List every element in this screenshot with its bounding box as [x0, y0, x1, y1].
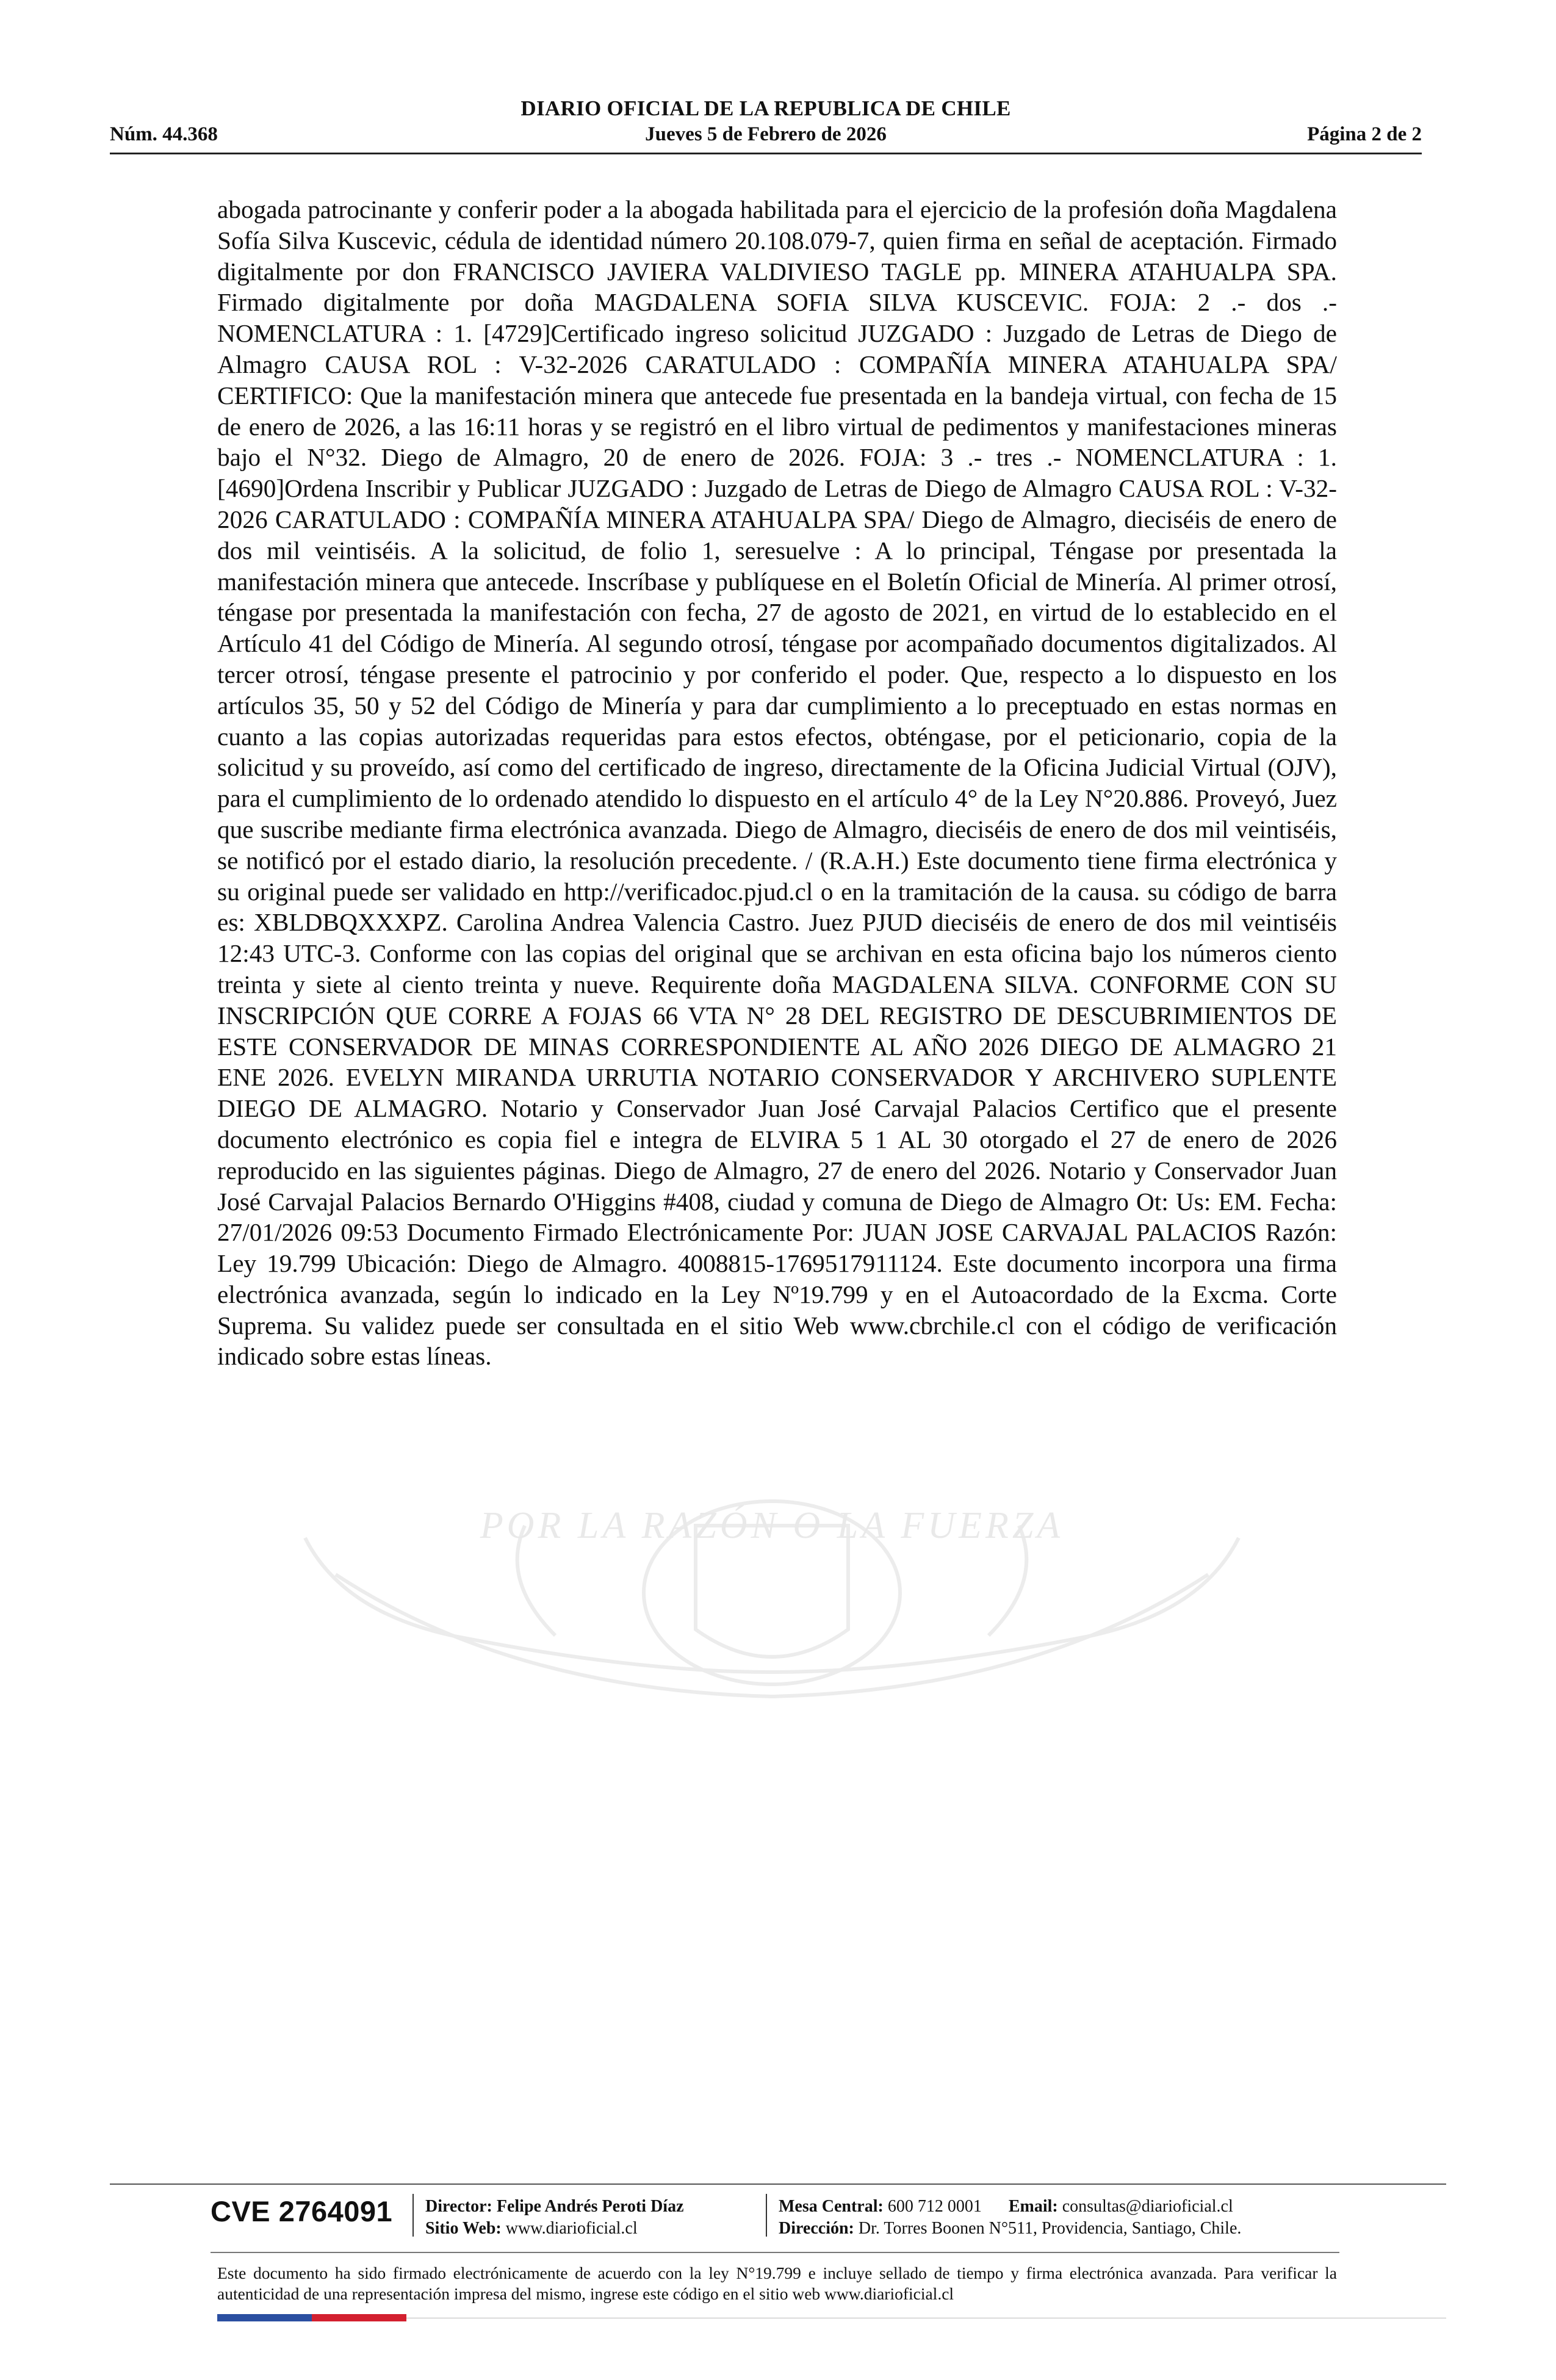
document-body-text: abogada patrocinante y conferir poder a la abogada habilitada para el ejercicio de la profesión doña Magdalena Sofía Silva Kuscevic, cédula de identidad número 20.108.079-7, quien firma en señal de aceptación. Firmado digitalmente por don FRANCISCO JAVIERA VALDIVIESO TAGLE pp. MINERA ATAHUALPA SPA. Firmado digitalmente por doña MAGDALENA SOFIA SILVA KUSCEVIC. FOJA: 2 .- dos .- NOMENCLATURA : 1. [4729]Certificado ingreso solicitud JUZGADO : Juzgado de Letras de Diego de Almagro CAUSA ROL : V-32-2026 CARATULADO : COMPAÑÍA MINERA ATAHUALPA SPA/ CERTIFICO: Que la manifestación minera que antecede fue presentada en la bandeja virtual, con fecha de 15 de enero de 2026, a las 16:11 horas y se registró en el libro virtual de pedimentos y manifestaciones mineras bajo el N°32. Diego de Almagro, 20 de enero de 2026. FOJA: 3 .- tres .- NOMENCLATURA : 1. [4690]Ordena Inscribir y Publicar JUZGADO : Juzgado de Letras de Diego de Almagro CAUSA ROL : V-32-2026 CARATULADO : COMPAÑÍA MINERA ATAHUALPA SPA/ Diego de Almagro, dieciséis de enero de dos mil veintiséis. A la solicitud, de folio 1, seresuelve : A lo principal, Téngase por presentada la manifestación minera que antecede. Inscríbase y publíquese en el Boletín Oficial de Minería. Al primer otrosí, téngase por presentada la manifestación con fecha, 27 de agosto de 2021, en virtud de lo establecido en el Artículo 41 del Código de Minería. Al segundo otrosí, téngase por acompañado documentos digitalizados. Al tercer otrosí, téngase presente el patrocinio y por conferido el poder. Que, respecto a lo dispuesto en los artículos 35, 50 y 52 del Código de Minería y para dar cumplimiento a lo preceptuado en estas normas en cuanto a las copias autorizadas requeridas para estos efectos, obténgase, por el peticionario, copia de la solicitud y su proveído, así como del certificado de ingreso, directamente de la Oficina Judicial Virtual (OJV), para el cumplimiento de lo ordenado atendido lo dispuesto en el artículo 4° de la Ley N°20.886. Proveyó, Juez que suscribe mediante firma electrónica avanzada. Diego de Almagro, dieciséis de enero de dos mil veintiséis, se notificó por el estado diario, la resolución precedente. / (R.A.H.) Este documento tiene firma electrónica y su original puede ser validado en http://verificadoc.pjud.cl o en la tramitación de la causa. su código de barra es: XBLDBQXXXPZ. Carolina Andrea Valencia Castro. Juez PJUD dieciséis de enero de dos mil veintiséis 12:43 UTC-3. Conforme con las copias del original que se archivan en esta oficina bajo los números ciento treinta y siete al ciento treinta y nueve. Requirente doña MAGDALENA SILVA. CONFORME CON SU INSCRIPCIÓN QUE CORRE A FOJAS 66 VTA N° 28 DEL REGISTRO DE DESCUBRIMIENTOS DE ESTE CONSERVADOR DE MINAS CORRESPONDIENTE AL AÑO 2026 DIEGO DE ALMAGRO 21 ENE 2026. EVELYN MIRANDA URRUTIA NOTARIO CONSERVADOR Y ARCHIVERO SUPLENTE DIEGO DE ALMAGRO. Notario y Conservador Juan José Carvajal Palacios Certifico que el presente documento electrónico es copia fiel e integra de ELVIRA 5 1 AL 30 otorgado el 27 de enero de 2026 reproducido en las siguientes páginas. Diego de Almagro, 27 de enero del 2026. Notario y Conservador Juan José Carvajal Palacios Bernardo O'Higgins #408, ciudad y comuna de Diego de Almagro Ot: Us: EM. Fecha: 27/01/2026 09:53 Documento Firmado Electrónicamente Por: JUAN JOSE CARVAJAL PALACIOS Razón: Ley 19.799 Ubicación: Diego de Almagro. 4008815-1769517911124. Este documento incorpora una firma electrónica avanzada, según lo indicado en la Ley Nº19.799 y en el Autoacordado de la Excma. Corte Suprema. Su validez puede ser consultada en el sitio Web www.cbrchile.cl con el código de verificación indicado sobre estas líneas.	[217, 195, 1337, 1371]
newspaper-title: DIARIO OFICIAL DE LA REPUBLICA DE CHILE	[520, 96, 1011, 120]
footer-director-line	[425, 2196, 684, 2218]
email-label: Email:	[1008, 2197, 1058, 2216]
coat-of-arms-watermark	[268, 1489, 1275, 1721]
website-label: Sitio Web:	[425, 2219, 502, 2238]
flag-red-segment	[312, 2314, 406, 2321]
director-label: Director:	[425, 2197, 492, 2216]
mesa-central-phone: 600 712 0001	[887, 2197, 982, 2216]
footer-contact-column	[779, 2196, 1241, 2240]
footer-signature-note: Este documento ha sido firmado electrónicamente de acuerdo con la ley N°19.799 e incluye sellado de tiempo y firma electrónica avanzada. Para verificar la autenticidad de una representación impresa del mismo, ingrese este código en el sitio web www.diarioficial.cl	[217, 2263, 1337, 2303]
address-value: Dr. Torres Boonen N°511, Providencia, Santiago, Chile.	[858, 2219, 1242, 2238]
email-link[interactable]: consultas@diarioficial.cl	[1062, 2197, 1233, 2216]
footer-divider-right	[766, 2194, 767, 2237]
cve-code: CVE 2764091	[211, 2195, 393, 2227]
footer-address-line	[779, 2218, 1241, 2240]
footer-top-rule	[110, 2183, 1446, 2185]
director-name: Felipe Andrés Peroti Díaz	[496, 2197, 684, 2216]
header-rule	[110, 153, 1422, 154]
footer-contact-line	[779, 2196, 1241, 2218]
address-label: Dirección:	[779, 2219, 854, 2238]
page-header	[110, 92, 1422, 159]
footer-website-line	[425, 2218, 684, 2240]
watermark-seal-shape	[305, 1501, 1239, 1697]
website-link[interactable]: www.diarioficial.cl	[505, 2219, 638, 2238]
page-indicator: Página 2 de 2	[1307, 123, 1422, 145]
flag-color-bar	[217, 2314, 406, 2321]
footer-director-column	[425, 2196, 684, 2240]
issue-number: Núm. 44.368	[110, 123, 218, 145]
flag-blue-segment	[217, 2314, 312, 2321]
footer-divider-left	[412, 2194, 414, 2237]
issue-date: Jueves 5 de Febrero de 2026	[645, 123, 887, 145]
footer-middle-rule	[211, 2252, 1339, 2253]
watermark-motto: POR LA RAZÓN O LA FUERZA	[480, 1505, 1064, 1546]
mesa-central-label: Mesa Central:	[779, 2197, 884, 2216]
